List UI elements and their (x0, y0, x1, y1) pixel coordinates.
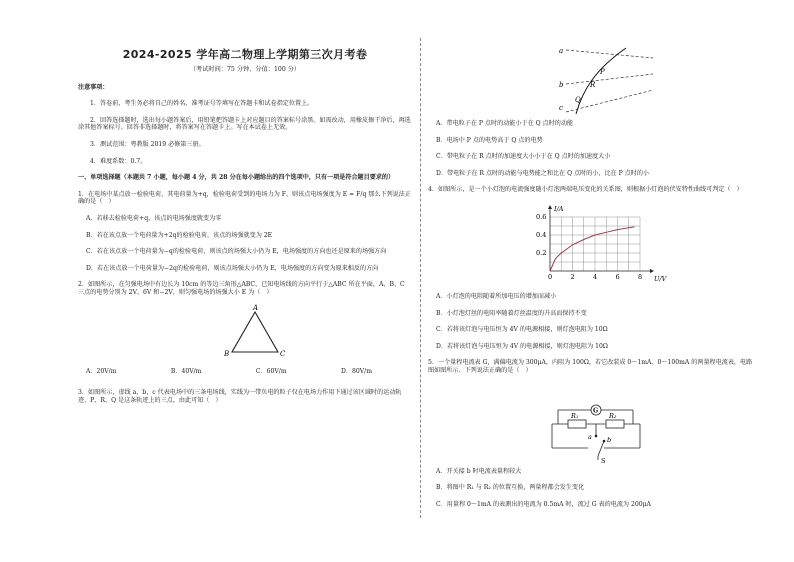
q3-option: B．电场中 P 点的电势高于 Q 点的电势 (436, 136, 543, 144)
vertex-a-label: A (253, 303, 259, 312)
resistor-r2 (606, 420, 624, 428)
q5-option: C．用量程 0～1mA 的表测出的电流为 0.5mA 时，流过 G 表的电流为 200μA (436, 500, 651, 508)
y-tick-label: 0.4 (536, 231, 547, 240)
field-line-b (566, 74, 653, 84)
notice-item: 1．答卷前，考生务必将自己的姓名、准考证号等填写在答题卡和试卷指定位置上。 (90, 100, 314, 108)
q4-option: B．小灯泡灯丝的电阻率随着灯丝温度的升高而保持不变 (436, 309, 587, 317)
terminal-a (595, 434, 598, 437)
y-tick-label: 0.6 (536, 213, 547, 222)
section-heading: 一、单项选择题（本题共 7 小题，每小题 4 分，共 28 分在每小题给出的四个选项中，只有一项是符合题目要求的） (78, 174, 395, 182)
field-line-a (566, 50, 653, 58)
x-tick-label: 8 (638, 273, 643, 282)
q2-option: A．20V/m (86, 367, 117, 375)
q1-option: B．若在该点放一个电荷量为+2q的检验电荷，该点的场强就变为 2E (86, 231, 273, 239)
terminal-b-label: b (607, 435, 612, 444)
notice-heading: 注意事项： (78, 83, 109, 91)
q3-option: D．带电粒子在 R 点时的动能与电势能之和比在 Q 点时的小，比在 P 点时的小 (436, 169, 650, 177)
q2-stem: 2．如图所示，在匀强电场中有边长为 10cm 的等边三角形△ABC，已知电场线的方向平行于△ABC 所在平面，A、B、C 三点的电势分别为 2V、6V 和−2V，则匀强电场的场强大小 E 为（ ） (78, 281, 405, 297)
q4-option: D．若将该灯泡与电压恒为 4V 的电源相接，则灯泡电阻为 10Ω (436, 342, 608, 350)
q5-stem: 5．一个量程电流表 G，满偏电流为 300μA，内阻为 100Ω，若它改装成 0～1mA、0～100mA 的两量程电流表，电路图如图所示．下列说法正确的是（ ） (428, 359, 753, 375)
q2-option: D．80V/m (341, 367, 372, 375)
circuit-figure (428, 384, 758, 464)
y-axis-label: I/A (554, 205, 564, 214)
q5-option: A．开关接 b 时电流表量程较大 (436, 467, 522, 475)
q1-option: C．若在该点放一个电荷量为−q的检验电荷，则该点的场强大小仍为 E，电场强度的方向也还是原来的场强方向 (86, 248, 387, 256)
chart-grid (550, 217, 640, 271)
q3-option: C．带电粒子在 R 点时的加速度大小小于在 Q 点时的加速度大小 (436, 153, 611, 161)
terminal-a-label: a (588, 432, 592, 441)
notice-item: 2．回答选择题时，选出每小题答案后，用铅笔把答题卡上对应题目的答案标号涂黑。如需改动，用橡皮擦干净后，再选涂其他答案标号。回答非选择题时，将答案写在答题卡上。写在本试卷上无效。 (78, 116, 411, 132)
x-axis-arrow (650, 269, 654, 273)
q3-stem: 3．如图所示，虚线 a、b、c 代表电场中的三条电场线，实线为一带负电的粒子仅在电场力作用下通过该区域时的运动轨迹，P、R、Q 是这条轨迹上的三点，由此可知（ ） (78, 389, 402, 404)
x-tick-label: 2 (570, 273, 575, 282)
r1-label: R₁ (571, 411, 579, 420)
left-column (78, 48, 412, 413)
q1-stem: 1．在电场中某点放一检验电荷，其电荷量为+q，检验电荷受到的电场力为 F，则该点电场强度为 E = F/q 那么下列说法正确的是（ ） (78, 190, 411, 206)
q4-option: A．小灯泡的电阻随着所加电压的增加而减小 (436, 293, 557, 301)
x-tick-label: 4 (593, 273, 598, 282)
point-p-label: P (600, 68, 605, 76)
q1-option: D．若在该点放一个电荷量为−2q的检验电荷，则该点场强大小仍为 E，电场强度的方向变为原来相反的方向 (86, 264, 379, 272)
column-divider (420, 38, 421, 518)
notice-item: 4．难度系数：0.7。 (90, 157, 147, 165)
switch-label: S (601, 456, 606, 464)
line-a-label: a (559, 47, 564, 55)
iu-chart (428, 203, 758, 287)
q5-option: B．将图中 R₁ 与 R₂ 的位置互换，两量程都会发生变化 (436, 484, 585, 492)
vertex-c-label: C (280, 349, 286, 358)
q1-option: A．若移去检验电荷+q，该点的电场强度就变为零 (86, 214, 222, 222)
point-q-label: Q (575, 96, 581, 104)
x-axis-label: U/V (654, 275, 667, 284)
q4-stem: 4．如图所示，是一个小灯泡的电流强度随小灯泡两端电压变化的关系图，则根据小灯泡的伏安特性曲线可判定（ ） (428, 186, 743, 194)
exam-title: 2024-2025 学年高二物理上学期第三次月考卷 (122, 48, 368, 61)
vertex-b-label: B (224, 349, 230, 358)
trajectory-curve (576, 48, 626, 114)
triangle-figure (78, 304, 412, 364)
notice-item: 3．测试范围：粤教版 2019 必修第三册。 (90, 140, 205, 148)
resistor-r1 (568, 420, 586, 428)
r2-label: R₂ (609, 411, 617, 420)
y-tick-label: 0.2 (536, 249, 547, 258)
line-b-label: b (559, 81, 564, 89)
q4-option: C．若将该灯泡与电压恒为 4V 的电源相接，则灯泡电阻为 10Ω (436, 326, 608, 334)
q2-option: C．60V/m (255, 367, 287, 375)
triangle-abc (232, 312, 278, 352)
q2-option: B．40V/m (170, 367, 202, 375)
exam-subtitle: （考试时间：75 分钟，分值：100 分） (189, 65, 301, 73)
switch-s (598, 441, 604, 456)
x-tick-label: 6 (615, 273, 620, 282)
galvanometer-label: G (593, 407, 599, 415)
iu-curve (550, 227, 634, 271)
q2-options (86, 368, 412, 376)
field-lines-figure (428, 44, 758, 114)
right-column (428, 44, 758, 518)
point-r-label: R (590, 81, 596, 89)
q3-option: A．带电粒子在 P 点时的动能小于在 Q 点时的动能 (436, 120, 574, 127)
line-c-label: c (559, 104, 563, 112)
y-axis-arrow (548, 205, 552, 209)
x-tick-label: 0 (548, 273, 553, 282)
